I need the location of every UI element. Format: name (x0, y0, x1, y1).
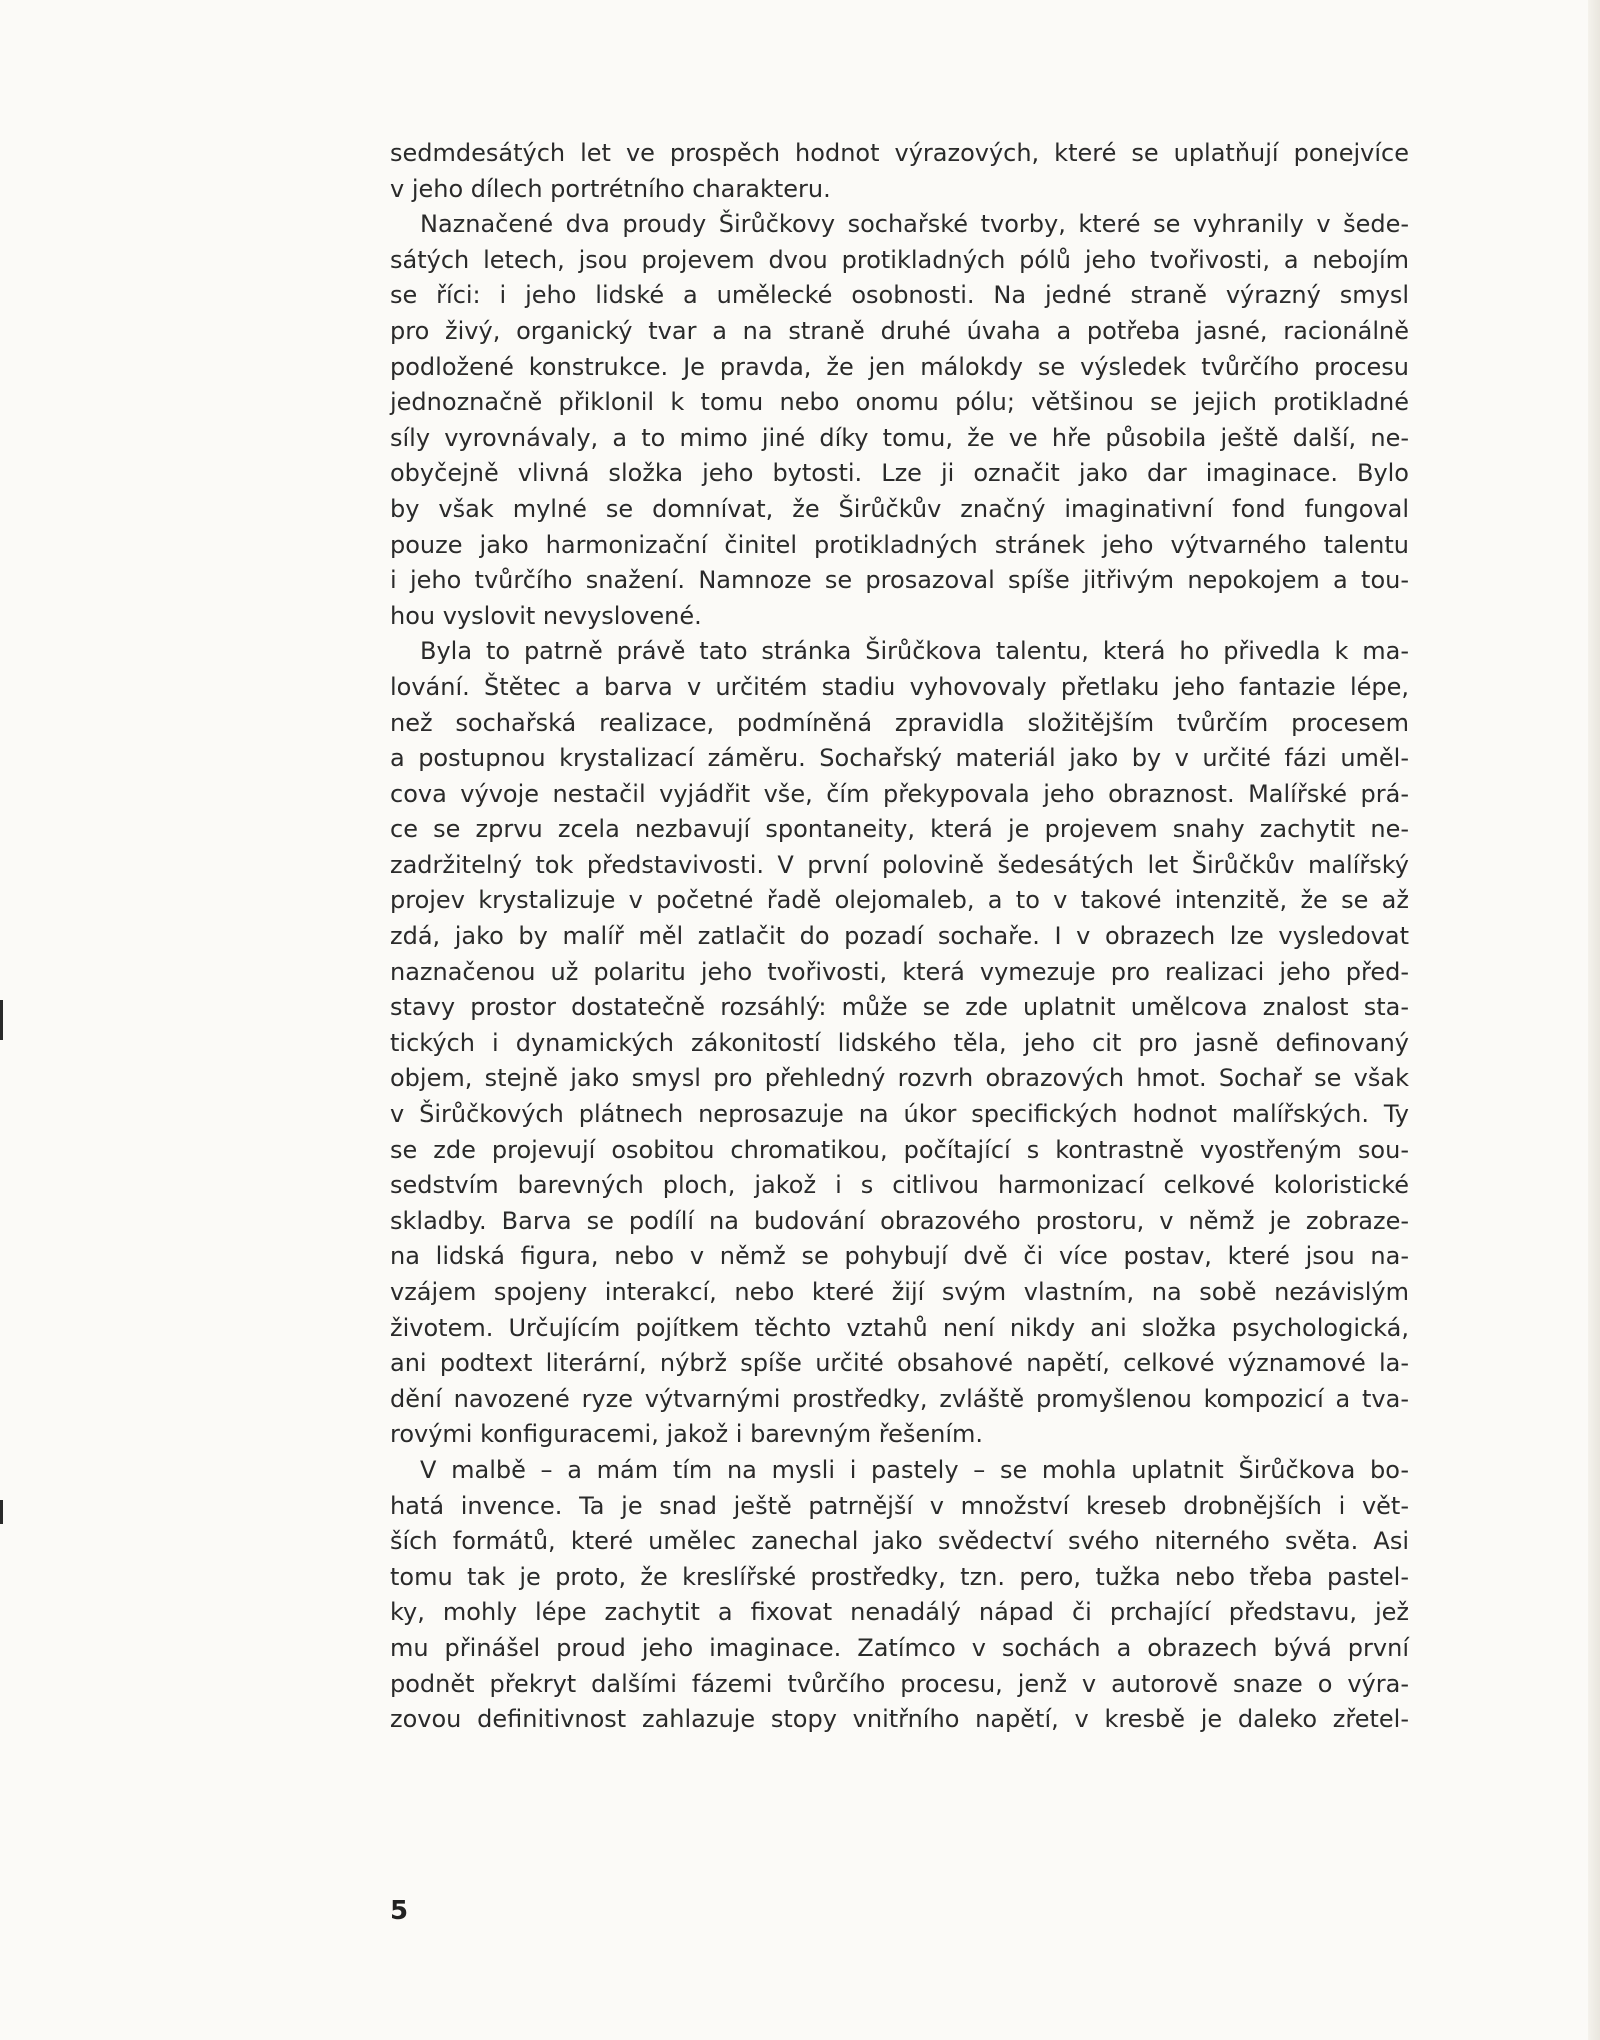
page-number: 5 (390, 1896, 409, 1926)
text-line: se zde projevují osobitou chromatikou, počítající s kontrastně vyostřeným sou- (390, 1135, 1409, 1164)
text-line: Byla to patrně právě tato stránka Širůčkova talentu, která ho přivedla k ma- (420, 637, 1409, 666)
text-line: dění navozené ryze výtvarnými prostředky, zvláště promyšlenou kompozicí a tva- (390, 1384, 1409, 1413)
text-line: cova vývoje nestačil vyjádřit vše, čím překypovala jeho obraznost. Malířské prá- (390, 779, 1409, 808)
text-line: i jeho tvůrčího snažení. Namnoze se prosazoval spíše jitřivým nepokojem a tou- (390, 566, 1409, 595)
margin-mark (0, 1000, 3, 1040)
text-line: podložené konstrukce. Je pravda, že jen málokdy se výsledek tvůrčího procesu (390, 352, 1409, 381)
text-line: na lidská figura, nebo v němž se pohybují dvě či více postav, které jsou na- (390, 1242, 1409, 1271)
text-line: pro živý, organický tvar a na straně druhé úvaha a potřeba jasné, racionálně (390, 316, 1409, 345)
text-line: jednoznačně přiklonil k tomu nebo onomu pólu; většinou se jejich protikladné (390, 388, 1409, 417)
text-line: se říci: i jeho lidské a umělecké osobnosti. Na jedné straně výrazný smysl (390, 281, 1409, 310)
text-line: stavy prostor dostatečně rozsáhlý: může se zde uplatnit umělcova znalost sta- (390, 993, 1409, 1022)
text-line: by však mylné se domnívat, že Širůčkův značný imaginativní fond fungoval (390, 494, 1409, 523)
page-edge (1588, 0, 1600, 2040)
text-line: lování. Štětec a barva v určitém stadiu vyhovovaly přetlaku jeho fantazie lépe, (390, 672, 1409, 701)
text-line: ky, mohly lépe zachytit a fixovat nenadálý nápad či prchající představu, jež (390, 1598, 1409, 1627)
text-line: zovou definitivnost zahlazuje stopy vnitřního napětí, v kresbě je daleko zřetel- (390, 1705, 1409, 1734)
text-line: objem, stejně jako smysl pro přehledný rozvrh obrazových hmot. Sochař se však (390, 1064, 1409, 1093)
text-line: síly vyrovnávaly, a to mimo jiné díky tomu, že ve hře působila ještě další, ne- (390, 423, 1409, 452)
text-line: ce se zprvu zcela nezbavují spontaneity, která je projevem snahy zachytit ne- (390, 815, 1409, 844)
text-line: projev krystalizuje v početné řadě olejomaleb, a to v takové intenzitě, že se až (390, 886, 1409, 915)
text-line: rovými konfiguracemi, jakož i barevným řešením. (390, 1420, 984, 1449)
text-line: než sochařská realizace, podmíněná zpravidla složitějším tvůrčím procesem (390, 708, 1409, 737)
text-line: vzájem spojeny interakcí, nebo které žijí svým vlastním, na sobě nezávislým (390, 1278, 1409, 1306)
text-line: ších formátů, které umělec zanechal jako svědectví svého niterného světa. Asi (390, 1527, 1409, 1556)
text-line: sedstvím barevných ploch, jakož i s citlivou harmonizací celkové koloristické (390, 1171, 1409, 1200)
text-line: pouze jako harmonizační činitel protikladných stránek jeho výtvarného talentu (390, 530, 1409, 559)
text-line: v Širůčkových plátnech neprosazuje na úkor specifických hodnot malířských. Ty (390, 1100, 1409, 1129)
margin-mark (0, 1500, 3, 1524)
text-line: zadržitelný tok představivosti. V první polovině šedesátých let Širůčkův malířský (390, 850, 1409, 879)
text-line: životem. Určujícím pojítkem těchto vztahů není nikdy ani složka psychologická, (390, 1313, 1409, 1342)
text-line: sátých letech, jsou projevem dvou protikladných pólů jeho tvořivosti, a nebojím (390, 245, 1409, 274)
text-line: naznačenou už polaritu jeho tvořivosti, která vymezuje pro realizaci jeho před- (390, 957, 1409, 986)
text-line: v jeho dílech portrétního charakteru. (390, 174, 831, 203)
text-line: skladby. Barva se podílí na budování obrazového prostoru, v němž je zobraze- (390, 1206, 1409, 1235)
text-line: sedmdesátých let ve prospěch hodnot výrazových, které se uplatňují ponejvíce (390, 139, 1409, 167)
text-line: tomu tak je proto, že kreslířské prostředky, tzn. pero, tužka nebo třeba pastel- (390, 1562, 1409, 1591)
text-line: obyčejně vlivná složka jeho bytosti. Lze ji označit jako dar imaginace. Bylo (390, 459, 1409, 488)
text-line: mu přinášel proud jeho imaginace. Zatímco v sochách a obrazech bývá první (390, 1633, 1409, 1662)
text-line: zdá, jako by malíř měl zatlačit do pozadí sochaře. I v obrazech lze vysledovat (390, 922, 1409, 951)
text-line: tických i dynamických zákonitostí lidského těla, jeho cit pro jasně definovaný (390, 1028, 1409, 1057)
text-line: podnět překryt dalšími fázemi tvůrčího procesu, jenž v autorově snaze o výra- (390, 1669, 1409, 1698)
text-line: Naznačené dva proudy Širůčkovy sochařské tvorby, které se vyhranily v šede- (420, 210, 1409, 239)
text-line: hatá invence. Ta je snad ještě patrnější v množství kreseb drobnějších i vět- (390, 1491, 1409, 1520)
body-text (390, 136, 1409, 1738)
text-line: ani podtext literární, nýbrž spíše určité obsahové napětí, celkové významové la- (390, 1349, 1409, 1378)
text-line: a postupnou krystalizací záměru. Sochařský materiál jako by v určité fázi uměl- (390, 744, 1409, 773)
text-line: hou vyslovit nevyslovené. (390, 601, 702, 630)
text-line: V malbě – a mám tím na mysli i pastely – se mohla uplatnit Širůčkova bo- (420, 1455, 1409, 1484)
